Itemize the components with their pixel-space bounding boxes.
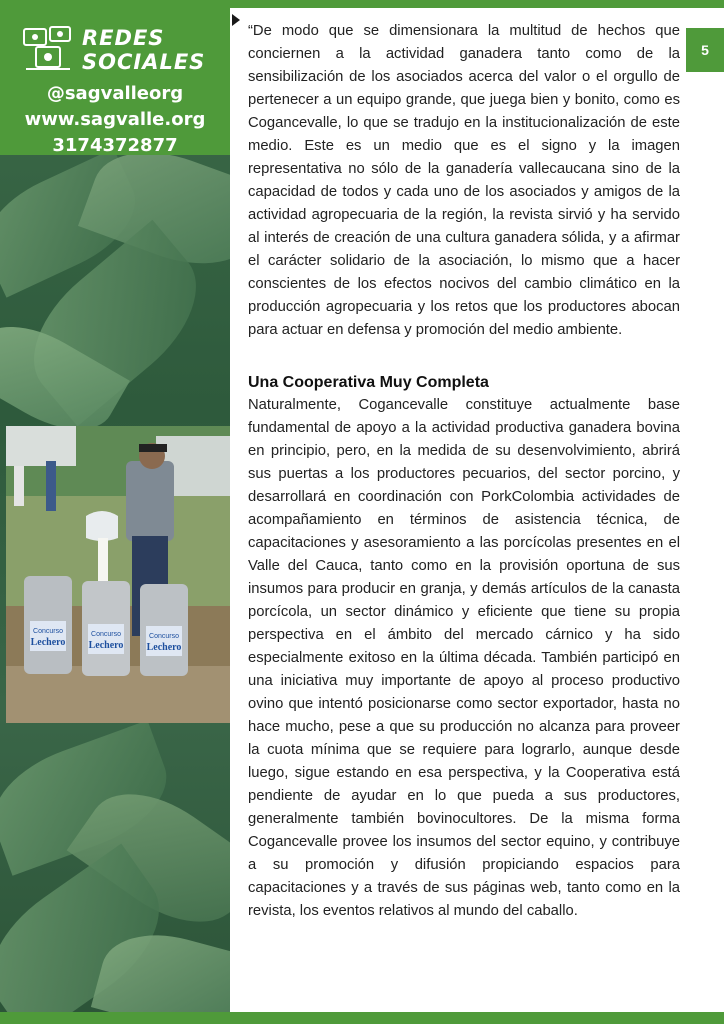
- social-title-line: REDES: [82, 26, 165, 50]
- milk-can: [140, 584, 188, 676]
- top-accent-bar: [0, 0, 724, 8]
- social-title: [82, 26, 205, 74]
- can-label-line: Concurso: [91, 631, 121, 638]
- milk-contest-illustration: [6, 426, 230, 723]
- article-body: [248, 20, 680, 923]
- milk-can: [82, 581, 130, 676]
- can-label-line: Lechero: [88, 640, 124, 651]
- social-network-icon: [22, 25, 74, 71]
- can-label-line: Lechero: [146, 642, 182, 653]
- milk-contest-photo: [6, 426, 230, 723]
- can-label-line: Concurso: [149, 633, 179, 640]
- bottom-accent-bar: [0, 1012, 724, 1024]
- social-title-line: SOCIALES: [82, 50, 206, 74]
- website-link[interactable]: www.sagvalle.org: [24, 109, 206, 130]
- article-paragraph: “De modo que se dimensionara la multitud de hechos que conciernen a la actividad ganadera tanto como de la sensibilización de los asociados acerca del valor o el orgullo de pertenecer a un equipo grande, que juega bien y bonito, como es Cogancevalle, lo que se tradujo en la institucionalización de este medio. Este es un medio que es el signo y la imagen representativa no sólo de la ganadería vallecaucana sino de la capacidad de todos y cada uno de los asociados y amigos de la actividad agropecuaria de la región, la revista sirvió y ha servido al interés de creación de una cultura ganadera sólida, y a afirmar el carácter solidario de la asociación, lo mismo que a hacer conscientes de los efectos nocivos del cambio climático en la producción agropecuaria y los retos que los productores abocan para actuar en defensa y promoción del medio ambiente.: [248, 23, 680, 338]
- article-paragraph: Naturalmente, Cogancevalle constituye actualmente base fundamental de apoyo a la actividad productiva ganadera bovina en principio, pero, en la medida de su desenvolvimiento, abrirá sus puertas a los productores pecuarios, del sector porcino, y desarrollará en coordinación con PorkColombia actividades de acompañamiento en términos de asistencia técnica, de capacitaciones y asesoramiento a las porcícolas presentes en el Valle del Cauca, tanto como en la provisión oportuna de sus insumos para producir en granja, y demás artículos de la canasta porcícola, un sector dinámico y eficiente que tiene su propia perspectiva en el ámbito del mercado cárnico y ha sido especialmente exitoso en la última década. También participó en una iniciativa muy importante de apoyo al proceso productivo ovino que intentó posicionarse como sector exportador, hasta no hace mucho, pese a que su producción no alcanza para proveer la cuota mínima que se requiere para lograrlo, aunque desde luego, sigue estando en esa perspectiva, y la Cooperativa está pendiente de ayudar en lo que pueda a sus productores, generalmente también bovinocultores. De la misma forma Cogancevalle provee los insumos del sector equino, y contribuye a su promoción y difusión propiciando espacios para capacitaciones y a través de sus páginas web, tanto como en la revista, los eventos relativos al mundo del caballo.: [248, 397, 680, 919]
- can-label-line: Concurso: [33, 628, 63, 635]
- section-heading: Una Cooperativa Muy Completa: [248, 374, 489, 391]
- phone-number[interactable]: 3174372877: [52, 135, 178, 156]
- arrow-marker-icon: [232, 14, 240, 26]
- milk-can: [24, 576, 72, 674]
- social-handle[interactable]: @sagvalleorg: [46, 83, 184, 104]
- can-label-line: Lechero: [30, 637, 66, 648]
- social-media-box: [0, 8, 230, 155]
- page-number: 5: [686, 28, 724, 72]
